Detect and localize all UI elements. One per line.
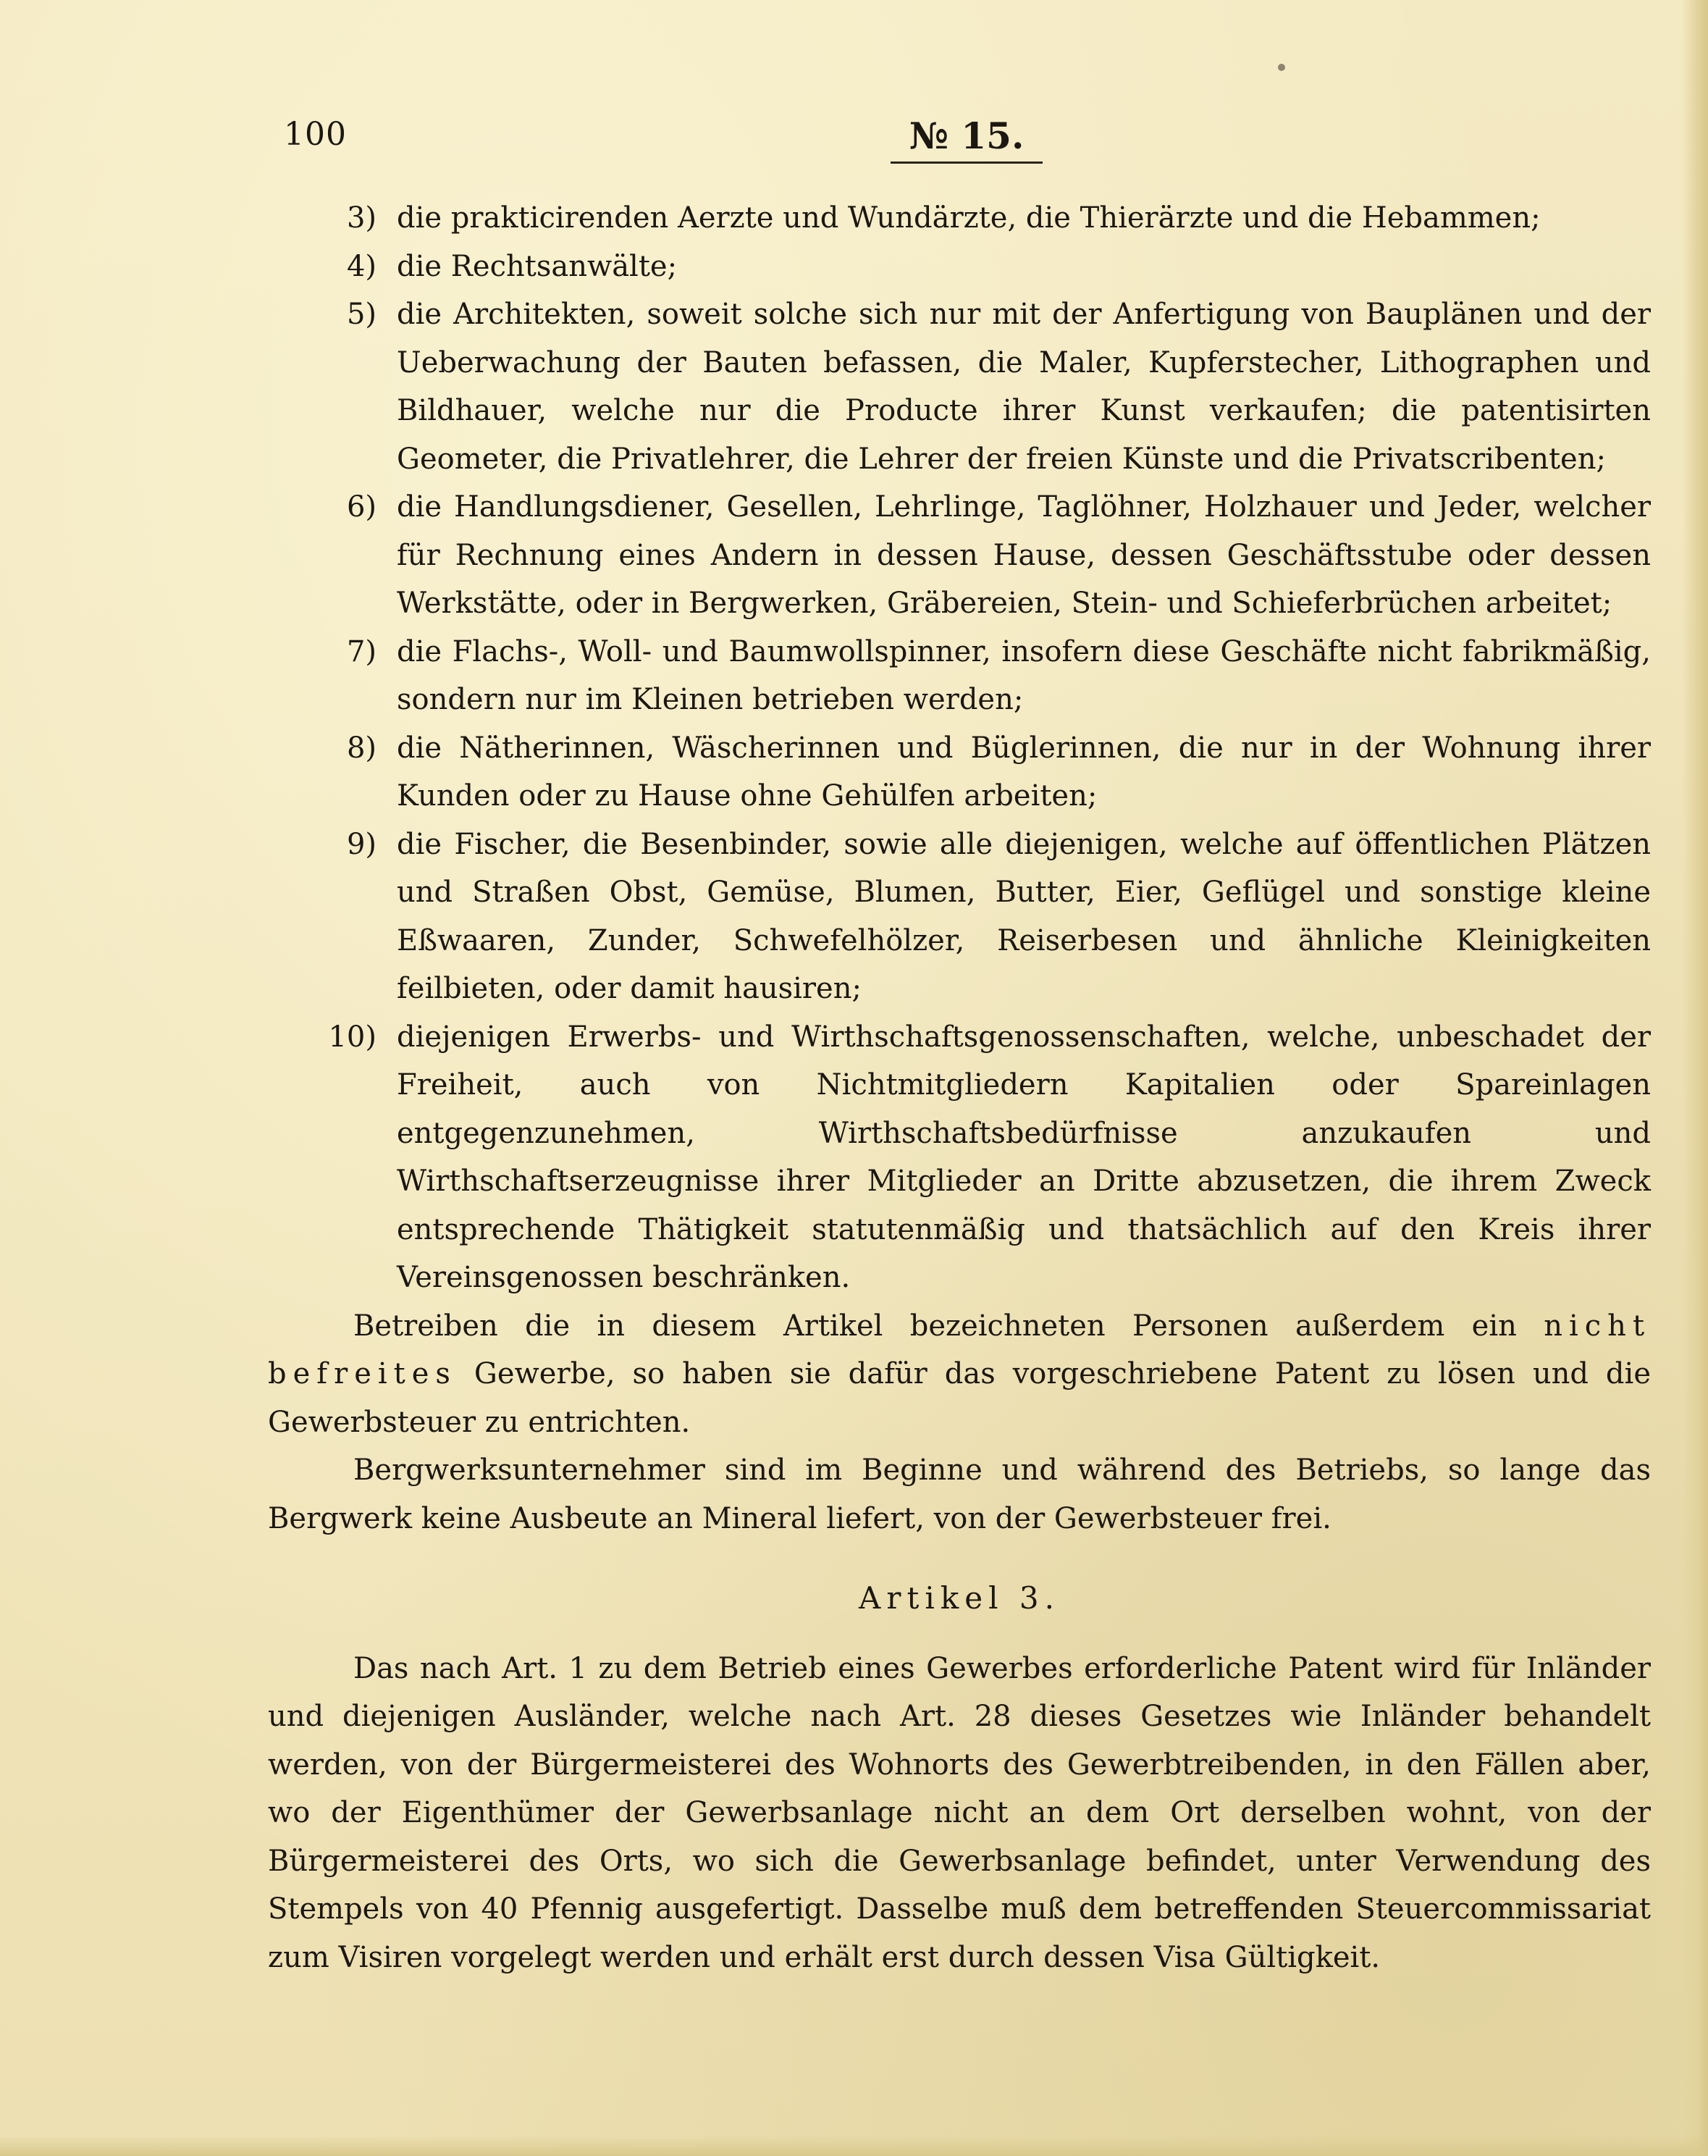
paragraph-text: Betreiben die in diesem Artikel bezeichneten Personen außerdem ein — [353, 1309, 1517, 1343]
list-item — [268, 1013, 1651, 1302]
list-item-number: 6) — [346, 490, 376, 524]
list-item — [268, 821, 1651, 1013]
list-item-text: die Flachs-, Woll- und Baumwollspinner, insofern diese Geschäfte nicht fabrikmäßig, sondern nur im Kleinen betrieben werden; — [397, 634, 1651, 716]
list-item-number: 5) — [346, 298, 376, 331]
page-number: 100 — [284, 116, 347, 153]
paragraph-taxable-trades — [268, 1302, 1651, 1447]
issue-number: № 15. — [891, 114, 1043, 164]
list-item — [268, 628, 1651, 724]
list-item-number: 9) — [346, 827, 376, 861]
list-item — [268, 194, 1651, 243]
list-item — [268, 243, 1651, 291]
page-edge-right — [1682, 0, 1708, 2156]
list-item-text: die Nätherinnen, Wäscherinnen und Büglerinnen, die nur in der Wohnung ihrer Kunden oder zu Hause ohne Gehülfen arbeiten; — [397, 731, 1651, 813]
list-item-number: 7) — [346, 634, 376, 668]
paragraph-mining: Bergwerksunternehmer sind im Beginne und während des Betriebs, so lange das Bergwerk keine Ausbeute an Mineral liefert, von der Gewerbsteuer frei. — [268, 1454, 1651, 1535]
list-item-text: die prakticirenden Aerzte und Wundärzte, die Thierärzte und die Hebammen; — [397, 201, 1541, 235]
list-item — [268, 724, 1651, 821]
ink-speck — [1278, 64, 1285, 71]
list-item — [268, 290, 1651, 483]
emphasis-text: nicht befreites — [268, 1309, 1652, 1391]
list-item-text: die Fischer, die Besenbinder, sowie alle diejenigen, welche auf öffentlichen Plätzen und Straßen Obst, Gemüse, Blumen, Butter, Eier, Geflügel und sonstige kleine Eßwaaren, Zunder, Schwefelhölzer, Reiserbesen und ähnliche Kleinigkeiten feilbieten, oder damit hausiren; — [397, 827, 1651, 1005]
list-item-text: die Handlungsdiener, Gesellen, Lehrlinge, Taglöhner, Holzhauer und Jeder, welcher für Rechnung eines Andern in dessen Hause, dessen Geschäftsstube oder dessen Werkstätte, oder in Bergwerken, Gräbereien, Stein- und Schieferbrüchen arbeitet; — [397, 490, 1651, 620]
list-item-number: 10) — [328, 1020, 376, 1054]
page-edge-bottom — [0, 2136, 1708, 2156]
list-item-number: 4) — [346, 249, 376, 283]
list-item — [268, 483, 1651, 628]
paragraph-article-3: Das nach Art. 1 zu dem Betrieb eines Gewerbes erforderliche Patent wird für Inländer und diejenigen Ausländer, welche nach Art. 28 dieses Gesetzes wie Inländer behandelt werden, von der Bürgermeisterei des Wohnorts des Gewerbtreibenden, in den Fällen aber, wo der Eigenthümer der Gewerbsanlage nicht an dem Ort derselben wohnt, von der Bürgermeisterei des Orts, wo sich die Gewerbsanlage befindet, unter Verwendung des Stempels von 40 Pfennig ausgefertigt. Dasselbe muß dem betreffenden Steuercommissariat zum Visiren vorgelegt werden und erhält erst durch dessen Visa Gültigkeit. — [268, 1651, 1651, 1974]
list-item-number: 8) — [346, 731, 376, 765]
list-item-text: die Rechtsanwälte; — [397, 249, 678, 283]
list-item-text: diejenigen Erwerbs- und Wirthschaftsgenossenschaften, welche, unbeschadet der Freiheit, auch von Nichtmitgliedern Kapitalien oder Spareinlagen entgegenzunehmen, Wirthschaftsbedürfnisse anzukaufen und Wirthschaftserzeugnisse ihrer Mitglieder an Dritte abzusetzen, die ihrem Zweck entsprechende Thätigkeit statutenmäßig und thatsächlich auf den Kreis ihrer Vereinsgenossen beschränken. — [397, 1020, 1651, 1294]
paragraph-text: Gewerbe, so haben sie dafür das vorgeschriebene Patent zu lösen und die Gewerbsteuer zu entrichten. — [268, 1357, 1651, 1439]
list-item-text: die Architekten, soweit solche sich nur mit der Anfertigung von Bauplänen und der Ueberwachung der Bauten befassen, die Maler, Kupferstecher, Lithographen und Bildhauer, welche nur die Producte ihrer Kunst verkaufen; die patentisirten Geometer, die Privatlehrer, die Lehrer der freien Künste und die Privatscribenten; — [397, 298, 1651, 476]
list-item-number: 3) — [346, 201, 376, 235]
article-heading: Artikel 3. — [859, 1580, 1060, 1616]
document-body — [268, 194, 1651, 1981]
